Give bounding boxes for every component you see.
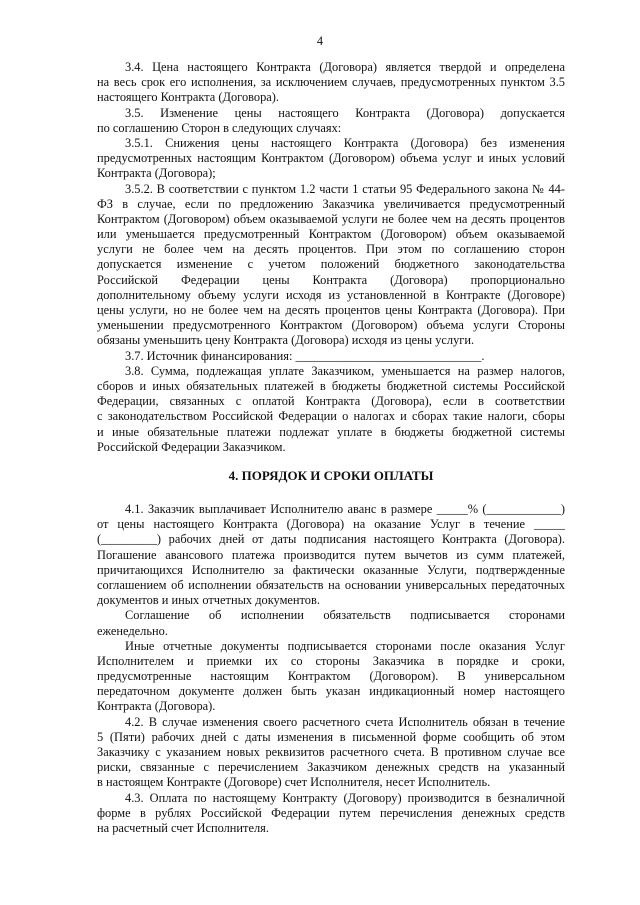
- paragraph-line: 5 (Пяти) рабочих дней с даты изменения в письменной форме сообщить об этом: [97, 729, 565, 744]
- paragraph-line: и иные обязательные платежи подлежат уплате в бюджеты бюджетной системы: [97, 424, 565, 439]
- paragraph-line: 3.8. Сумма, подлежащая уплате Заказчиком, уменьшается на размер налогов,: [125, 363, 565, 378]
- paragraph-line: Контракта (Договора);: [97, 166, 216, 181]
- paragraph-line: еженедельно.: [97, 623, 168, 638]
- paragraph-line: Заказчику с указанием новых реквизитов расчетного счета. В противном случае все: [97, 745, 565, 759]
- paragraph-line: передаточном документе должен быть указан индикационный номер настоящего: [97, 684, 565, 699]
- paragraph-line: 3.5.2. В соответствии с пунктом 1.2 части 1 статьи 95 Федерального закона № 44-: [125, 181, 565, 196]
- paragraph-line: настоящего Контракта (Договора).: [97, 90, 280, 105]
- paragraph-line: Федерации, связанных с оплатой Контракта (Договора), если в соответствии: [97, 394, 565, 409]
- paragraph-line: на весь срок его исполнения, за исключением случаев, предусмотренных пунктом 3.5: [97, 75, 565, 90]
- paragraph-line: 4.3. Оплата по настоящему Контракту (Договору) производится в безналичной: [125, 790, 565, 805]
- paragraph-line: (_________) рабочих дней от даты подписания настоящего Контракта (Договора).: [97, 532, 565, 547]
- paragraph-line: риски, связанные с перечислением Заказчиком денежных средств на указанный: [97, 760, 565, 775]
- paragraph-line: 3.4. Цена настоящего Контракта (Договора) является твердой и определена: [125, 60, 565, 74]
- section-3-text: [97, 60, 565, 455]
- paragraph-line: Контракта (Договора).: [97, 699, 216, 714]
- paragraph-line: с законодательством Российской Федерации о налогах и сборах такие налоги, сборы: [97, 409, 565, 424]
- paragraph-line: причитающихся Исполнителю за фактически оказанные Услуги, подтвержденные: [97, 562, 565, 577]
- paragraph-line: Контрактом (Договором) объем оказываемой услуги не более чем на десять процентов: [97, 211, 565, 226]
- paragraph-line: Российской Федерации цены Контракта (Договора) пропорционально: [97, 272, 565, 287]
- paragraph-line: ФЗ в случае, если по предложению Заказчика увеличивается предусмотренный: [97, 196, 565, 211]
- paragraph-line: Российской Федерации Заказчиком.: [97, 439, 286, 454]
- section-heading: 4. ПОРЯДОК И СРОКИ ОПЛАТЫ: [228, 468, 434, 483]
- paragraph-line: Соглашение об исполнении обязательств подписывается сторонами: [125, 608, 565, 623]
- paragraph-line: услуги не более чем на десять процентов. При этом по соглашению сторон: [97, 242, 565, 257]
- paragraph-line: 3.5.1. Снижения цены настоящего Контракта (Договора) без изменения: [125, 135, 565, 150]
- paragraph-line: предусмотренные настоящим Контрактом (Договором). В универсальном: [97, 669, 565, 684]
- paragraph-line: форме в рублях Российской Федерации путем перечисления денежных средств: [97, 805, 565, 820]
- paragraph-line: в настоящем Контракте (Договоре) счет Исполнителя, несет Исполнитель.: [97, 775, 491, 790]
- paragraph-line: обязаны уменьшить цену Контракта (Договора) исходя из цены услуги.: [97, 333, 475, 348]
- paragraph-line: или уменьшается предусмотренный Контрактом (Договором) объем оказываемой: [97, 227, 565, 242]
- paragraph-line: допускается изменение с учетом положений бюджетного законодательства: [97, 257, 565, 272]
- section-4-text: [97, 502, 565, 836]
- paragraph-line: 3.7. Источник финансирования: ______________________________.: [125, 348, 485, 363]
- paragraph-line: предусмотренных настоящим Контрактом (Договором) объема услуг и иных условий: [97, 151, 565, 166]
- paragraph-line: Иные отчетные документы подписывается сторонами после оказания Услуг: [125, 638, 565, 653]
- paragraph-line: соглашением об исполнении обязательств на основании универсальных передаточных: [97, 577, 565, 592]
- paragraph-line: от цены настоящего Контракта (Договора) на оказание Услуг в течение _____: [97, 517, 565, 532]
- paragraph-line: сборов и иных обязательных платежей в бюджеты бюджетной системы Российской: [97, 378, 565, 393]
- paragraph-line: 3.5. Изменение цены настоящего Контракта (Договора) допускается: [125, 105, 565, 120]
- paragraph-line: цены услуги, но не более чем на десять процентов цены Контракта (Договора). При: [97, 303, 565, 317]
- paragraph-line: Исполнителем и приемки их со стороны Заказчика в порядке и сроки,: [97, 653, 565, 668]
- paragraph-line: 4.1. Заказчик выплачивает Исполнителю аванс в размере _____% (____________): [125, 502, 565, 516]
- paragraph-line: Погашение авансового платежа производится путем вычетов из сумм платежей,: [97, 547, 565, 562]
- paragraph-line: уменьшении предусмотренного Контрактом (Договором) объема услуги Стороны: [97, 318, 565, 333]
- paragraph-line: на расчетный счет Исполнителя.: [97, 820, 269, 835]
- page-number: 4: [316, 34, 324, 48]
- paragraph-line: 4.2. В случае изменения своего расчетного счета Исполнитель обязан в течение: [125, 714, 565, 729]
- paragraph-line: дополнительному объему услуги исходя из установленной в Контракте (Договоре): [97, 287, 565, 302]
- paragraph-line: документов и иных отчетных документов.: [97, 593, 320, 608]
- paragraph-line: по соглашению Сторон в следующих случаях:: [97, 120, 342, 135]
